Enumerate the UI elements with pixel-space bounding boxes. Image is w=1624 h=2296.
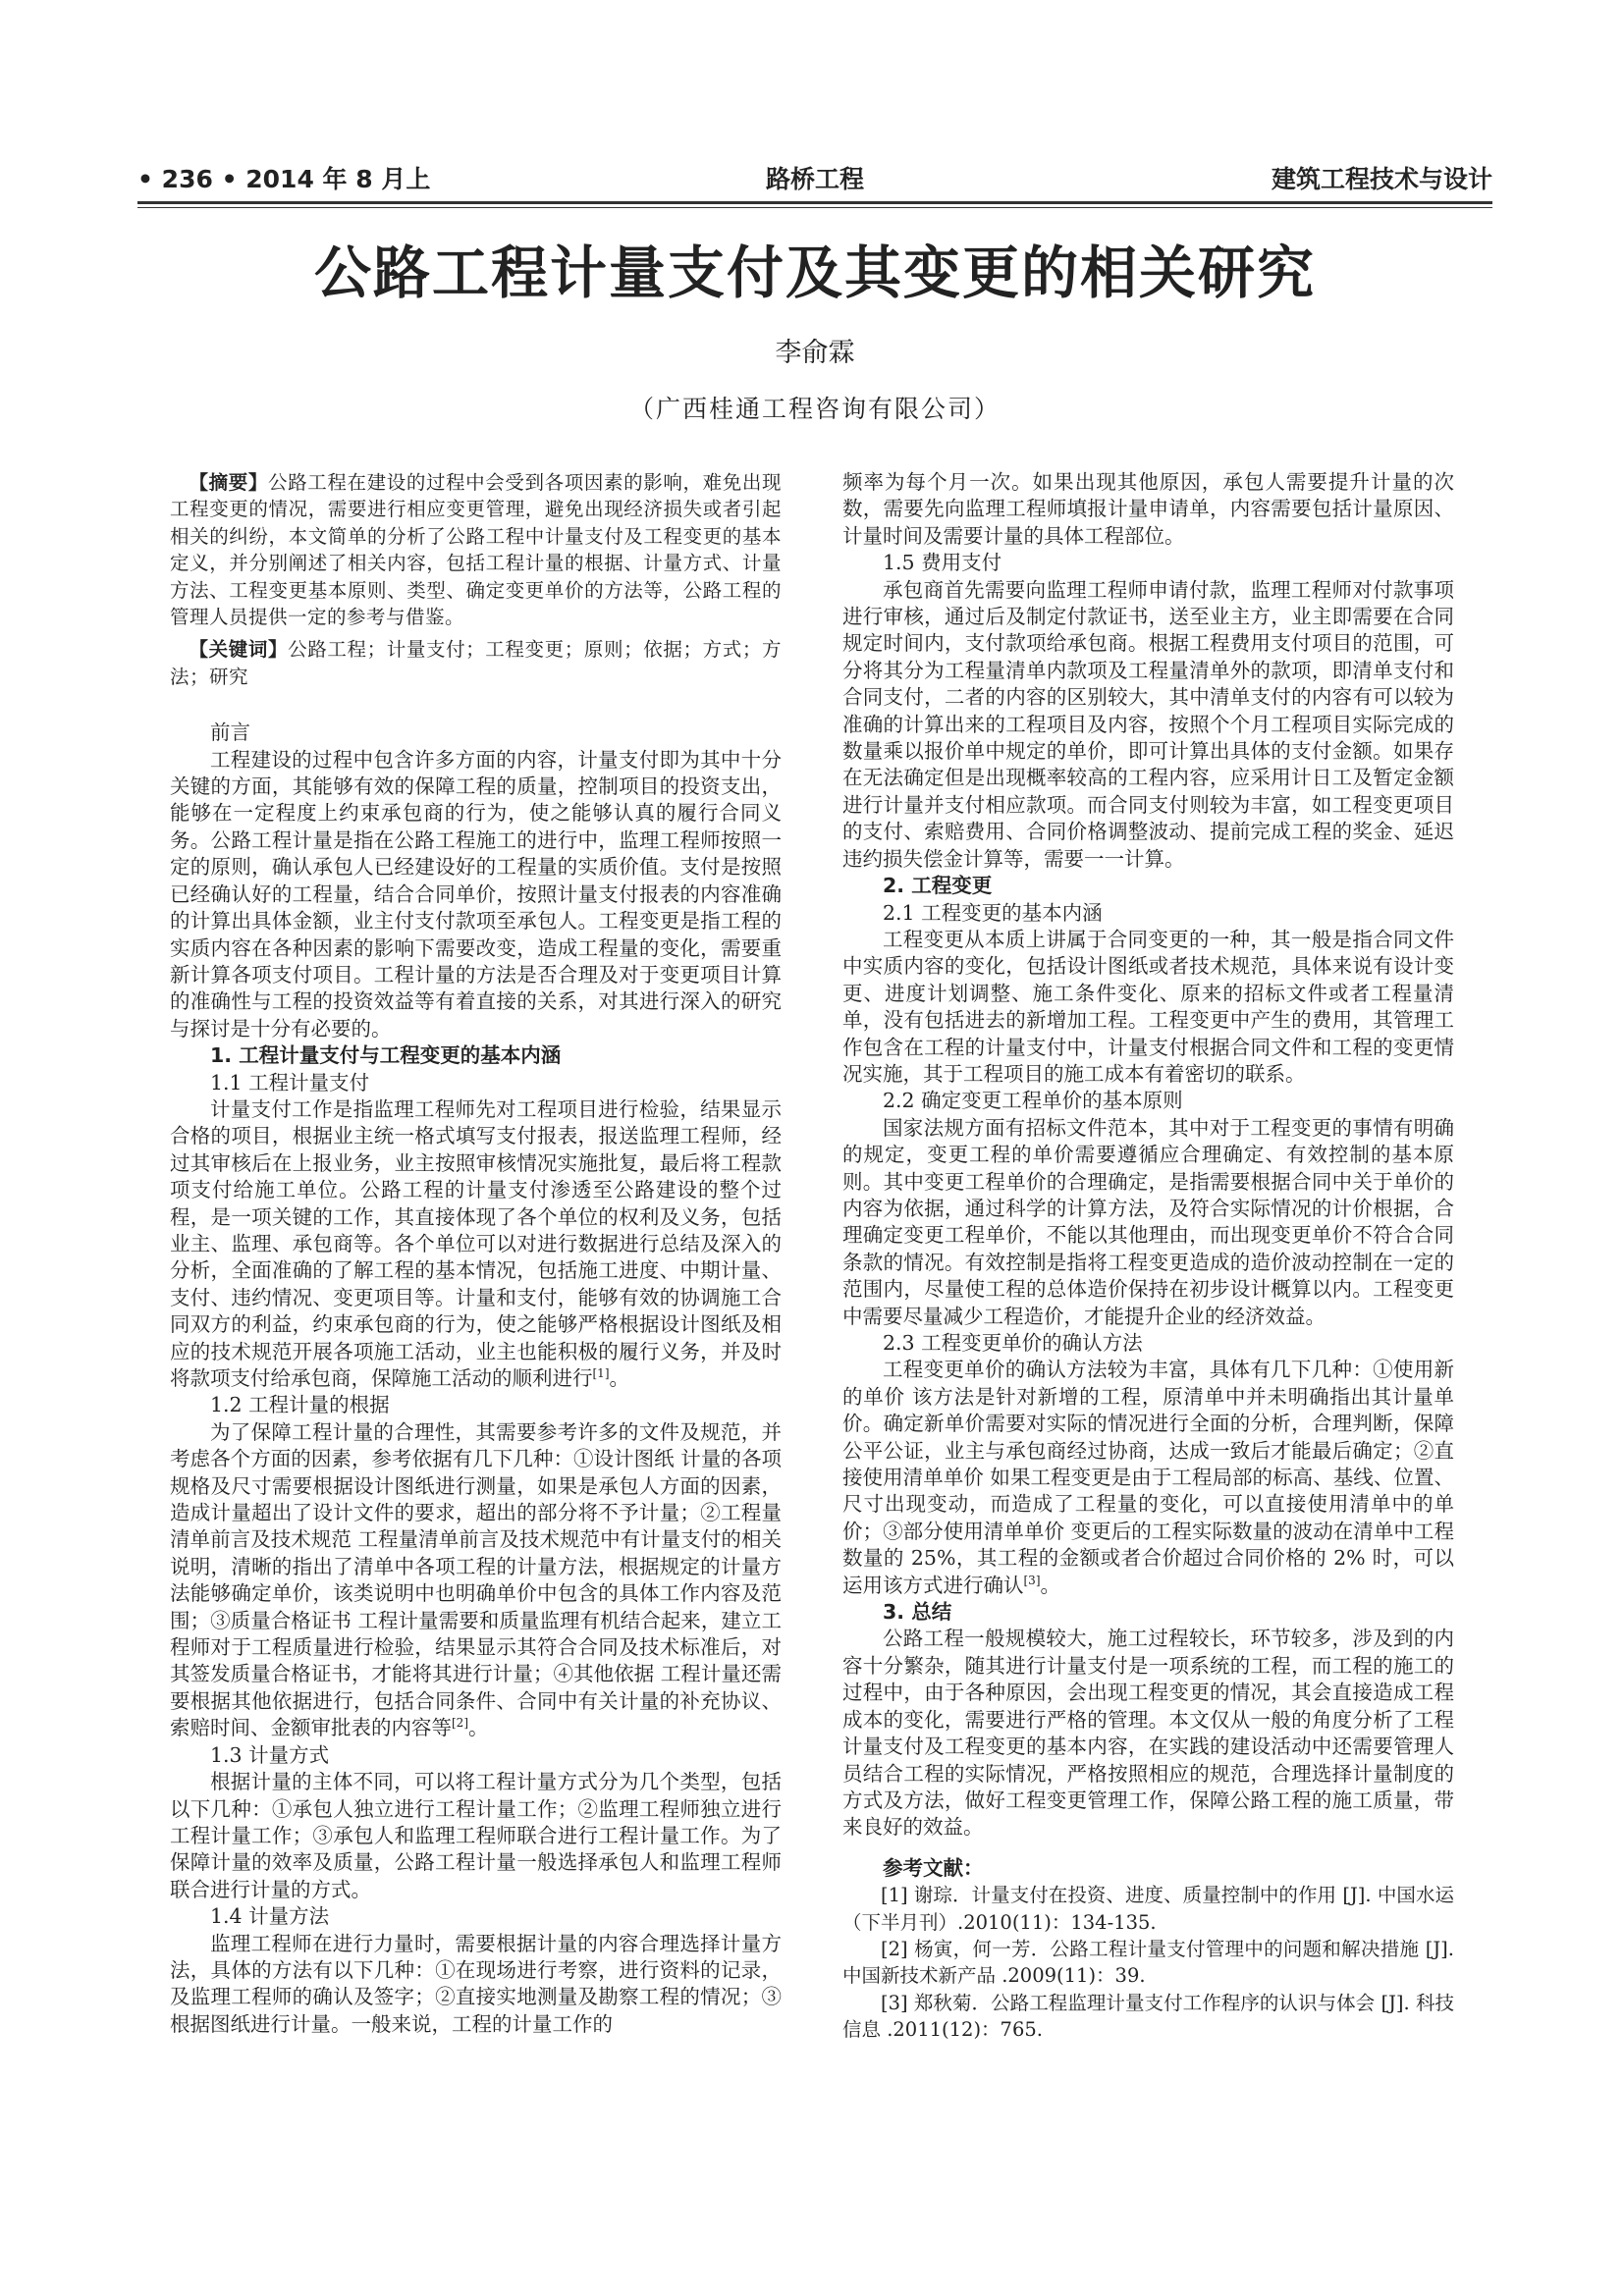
author-affiliation: （广西桂通工程咨询有限公司）: [628, 395, 1001, 423]
running-header: [137, 160, 1492, 199]
paragraph-text: 前言: [210, 721, 250, 745]
paragraph-text: 频率为每个月一次。如果出现其他原因，承包人需要提升计量的次数，需要先向监理工程师填报计量申请单，内容需要包括计量原因、计量时间及需要计量的具体工程部位。: [842, 470, 1454, 548]
citation-marker: [1]: [592, 1366, 610, 1381]
paragraph-text: 1.5 费用支付: [883, 551, 1002, 575]
body-paragraph: [842, 577, 1454, 873]
article-title: 公路工程计量支付及其变更的相关研究: [313, 240, 1316, 306]
paragraph-tail: 。: [609, 1366, 629, 1390]
body-paragraph: [170, 1096, 782, 1392]
paragraph-text: 监理工程师在进行力量时，需要根据计量的内容合理选择计量方法，具体的方法有以下几种：①在现场进行考察，进行资料的记录，及监理工程师的确认及签字；②直接实地测量及勘察工程的情况；③根据图纸进行计量。一般来说，工程的计量工作的: [170, 1931, 782, 2036]
subsection-heading: [170, 1070, 782, 1096]
paragraph-text: 2.1 工程变更的基本内涵: [883, 900, 1103, 925]
body-paragraph: [842, 1115, 1454, 1330]
body-paragraph: [842, 469, 1454, 550]
subsection-heading: [170, 1742, 782, 1769]
header-rule-thin: [137, 207, 1492, 208]
body-paragraph: [170, 1419, 782, 1742]
abstract: [170, 469, 782, 630]
paragraph-text: 为了保障工程计量的合理性，其需要参考许多的文件及规范，并考虑各个方面的因素，参考依据有几下几种：①设计图纸 计量的各项规格及尺寸需要根据设计图纸进行测量，如果是承包人方面的因素，造成计量超出了设计文件的要求，超出的部分将不予计量；②工程量清单前言及技术规范 工程量清单前言及技术规范中有计量支付的相关说明，清晰的指出了清单中各项工程的计量方法，根据规定的计量方法能够确定单价，该类说明中也明确单价中包含的具体工作内容及范围；③质量合格证书 工程计量需要和质量监理有机结合起来，建立工程师对于工程质量进行检验，结果显示其符合合同及技术标准后，对其签发质量合格证书，才能将其进行计量；④其他依据 工程计量还需要根据其他依据进行，包括合同条件、合同中有关计量的补充协议、索赔时间、金额审批表的内容等: [170, 1419, 782, 1740]
references-title: 参考文献：: [883, 1855, 984, 1880]
body-paragraph: [842, 1357, 1454, 1599]
subsection-heading: [170, 1903, 782, 1930]
body-paragraph: [170, 1931, 782, 2039]
paragraph-text: 工程变更单价的确认方法较为丰富，具体有几下几种：①使用新的单价 该方法是针对新增的工程，原清单中并未明确指出其计量单价。确定新单价需要对实际的情况进行全面的分析，合理判断，保障公平公证，业主与承包商经过协商，达成一致后才能最后确定；②直接使用清单单价 如果工程变更是由于工程局部的标高、基线、位置、尺寸出现变动，而造成了工程量的变化，可以直接使用清单中的单价；③部分使用清单单价 变更后的工程实际数量的波动在清单中工程数量的 25%，其工程的金额或者合价超过合同价格的 2% 时，可以运用该方式进行确认: [842, 1358, 1454, 1597]
paragraph-tail: 。: [468, 1716, 489, 1740]
citation-marker: [3]: [1023, 1573, 1041, 1587]
abstract-label: 【摘要】: [189, 471, 268, 494]
left-column: [170, 469, 782, 2038]
subsection-heading: [842, 1330, 1454, 1357]
paragraph-text: 根据计量的主体不同，可以将工程计量方式分为几个类型，包括以下几种：①承包人独立进行工程计量工作；②监理工程师独立进行工程计量工作；③承包人和监理工程师联合进行工程计量工作。为了保障计量的效率及质量，公路工程计量一般选择承包人和监理工程师联合进行计量的方式。: [170, 1770, 782, 1901]
reference-item: [2] 杨寅，何一芳．公路工程计量支付管理中的问题和解决措施 [J]. 中国新技术新产品 .2009(11)：39.: [842, 1937, 1454, 1988]
reference-item: [1] 谢琮．计量支付在投资、进度、质量控制中的作用 [J]. 中国水运（下半月刊）.2010(11)：134-135.: [842, 1884, 1454, 1934]
paragraph-text: 承包商首先需要向监理工程师申请付款，监理工程师对付款事项进行审核，通过后及制定付款证书，送至业主方，业主即需要在合同规定时间内，支付款项给承包商。根据工程费用支付项目的范围，可分将其分为工程量清单内款项及工程量清单外的款项，即清单支付和合同支付，二者的内容的区别较大，其中清单支付的内容有可以较为准确的计算出来的工程项目及内容，按照个个月工程项目实际完成的数量乘以报价单中规定的单价，即可计算出具体的支付金额。如果存在无法确定但是出现概率较高的工程内容，应采用计日工及暂定金额进行计量并支付相应款项。而合同支付则较为丰富，如工程变更项目的支付、索赔费用、合同价格调整波动、提前完成工程的奖金、延迟违约损失偿金计算等，需要一一计算。: [842, 577, 1454, 871]
left-column-body: [170, 720, 782, 2038]
paragraph-text: 2. 工程变更: [883, 874, 993, 898]
section-heading: [842, 1599, 1454, 1626]
paragraph-text: 工程变更从本质上讲属于合同变更的一种，其一般是指合同文件中实质内容的变化，包括设计图纸或者技术规范，具体来说有设计变更、进度计划调整、施工条件变化、原来的招标文件或者工程量清单，没有包括进去的新增加工程。工程变更中产生的费用，其管理工作包含在工程的计量支付中，计量支付根据合同文件和工程的变更情况实施，其于工程项目的施工成本有着密切的联系。: [842, 927, 1454, 1086]
header-rule-thick: [137, 201, 1492, 204]
section-name: 路桥工程: [765, 165, 864, 193]
right-column: [842, 469, 1454, 2044]
paragraph-text: 1.4 计量方法: [210, 1904, 330, 1929]
journal-name: 建筑工程技术与设计: [1271, 165, 1492, 193]
reference-item: [3] 郑秋菊．公路工程监理计量支付工作程序的认识与体会 [J]. 科技信息 .2011(12)：765.: [842, 1991, 1454, 2042]
author-name: 李俞霖: [775, 338, 855, 368]
paragraph-text: 2.3 工程变更单价的确认方法: [883, 1331, 1143, 1355]
paragraph-text: 国家法规方面有招标文件范本，其中对于工程变更的事情有明确的规定，变更工程的单价需要遵循应合理确定、有效控制的基本原则。其中变更工程单价的合理确定，是指需要根据合同中关于单价的内容为依据，通过科学的计算方法，及符合实际情况的计价根据，合理确定变更工程单价，不能以其他理由，而出现变更单价不符合合同条款的情况。有效控制是指将工程变更造成的造价波动控制在一定的范围内，尽量使工程的总体造价保持在初步设计概算以内。工程变更中需要尽量减少工程造价，才能提升企业的经济效益。: [842, 1115, 1454, 1328]
paragraph-text: 1.1 工程计量支付: [210, 1070, 370, 1095]
paragraph-text: 计量支付工作是指监理工程师先对工程项目进行检验，结果显示合格的项目，根据业主统一格式填写支付报表，报送监理工程师，经过其审核后在上报业务，业主按照审核情况实施批复，最后将工程款项支付给施工单位。公路工程的计量支付渗透至公路建设的整个过程，是一项关键的工作，其直接体现了各个单位的权利及义务，包括业主、监理、承包商等。各个单位可以对进行数据进行总结及深入的分析，全面准确的了解工程的基本情况，包括施工进度、中期计量、支付、违约情况、变更项目等。计量和支付，能够有效的协调施工合同双方的利益，约束承包商的行为，使之能够严格根据设计图纸及相应的技术规范开展各项施工活动，业主也能积极的履行义务，并及时将款项支付给承包商，保障施工活动的顺利进行: [170, 1096, 782, 1390]
paragraph-text: 1.2 工程计量的根据: [210, 1393, 390, 1417]
section-heading: [170, 1042, 782, 1069]
body-paragraph: [170, 747, 782, 1042]
keywords-label: 【关键词】: [189, 638, 289, 662]
section-heading: [170, 720, 782, 746]
paragraph-text: 工程建设的过程中包含许多方面的内容，计量支付即为其中十分关键的方面，其能够有效的保障工程的质量，控制项目的投资支出，能够在一定程度上约束承包商的行为，使之能够认真的履行合同义务。公路工程计量是指在公路工程施工的进行中，监理工程师按照一定的原则，确认承包人已经建设好的工程量的实质价值。支付是按照已经确认好的工程量，结合合同单价，按照计量支付报表的内容准确的计算出具体金额，业主付支付款项至承包人。工程变更是指工程的实质内容在各种因素的影响下需要改变，造成工程量的变化，需要重新计算各项支付项目。工程计量的方法是否合理及对于变更项目计算的准确性与工程的投资效益等有着直接的关系，对其进行深入的研究与探讨是十分有必要的。: [170, 747, 782, 1041]
keywords: [170, 636, 782, 690]
paragraph-text: 1. 工程计量支付与工程变更的基本内涵: [210, 1043, 562, 1068]
citation-marker: [2]: [452, 1716, 468, 1731]
section-heading: [842, 873, 1454, 899]
body-paragraph: [842, 1626, 1454, 1841]
references-list: [842, 1882, 1454, 2043]
paragraph-text: 公路工程一般规模较大，施工过程较长，环节较多，涉及到的内容十分繁杂，随其进行计量支付是一项系统的工程，而工程的施工的过程中，由于各种原因，会出现工程变更的情况，其会直接造成工程成本的变化，需要进行严格的管理。本文仅从一般的角度分析了工程计量支付及工程变更的基本内容，在实践的建设活动中还需要管理人员结合工程的实际情况，严格按照相应的规范，合理选择计量制度的方式及方法，做好工程变更管理工作，保障公路工程的施工质量，带来良好的效益。: [842, 1627, 1454, 1840]
abstract-text: 公路工程在建设的过程中会受到各项因素的影响，难免出现工程变更的情况，需要进行相应变更管理，避免出现经济损失或者引起相关的纠纷，本文简单的分析了公路工程中计量支付及工程变更的基本定义，并分别阐述了相关内容，包括工程计量的根据、计量方式、计量方法、工程变更基本原则、类型、确定变更单价的方法等，公路工程的管理人员提供一定的参考与借鉴。: [170, 471, 782, 629]
body-paragraph: [842, 927, 1454, 1088]
paragraph-text: 1.3 计量方式: [210, 1742, 330, 1767]
subsection-heading: [842, 550, 1454, 576]
subsection-heading: [170, 1392, 782, 1418]
keywords-text: 公路工程；计量支付；工程变更；原则；依据；方式；方法；研究: [170, 638, 782, 688]
subsection-heading: [842, 1088, 1454, 1114]
subsection-heading: [842, 900, 1454, 927]
paragraph-text: 3. 总结: [883, 1600, 952, 1625]
paragraph-text: 2.2 确定变更工程单价的基本原则: [883, 1089, 1183, 1113]
body-paragraph: [170, 1769, 782, 1903]
paragraph-tail: 。: [1040, 1573, 1060, 1597]
right-column-body: [842, 469, 1454, 1842]
page-number-and-date: • 236 • 2014 年 8 月上: [137, 165, 431, 193]
